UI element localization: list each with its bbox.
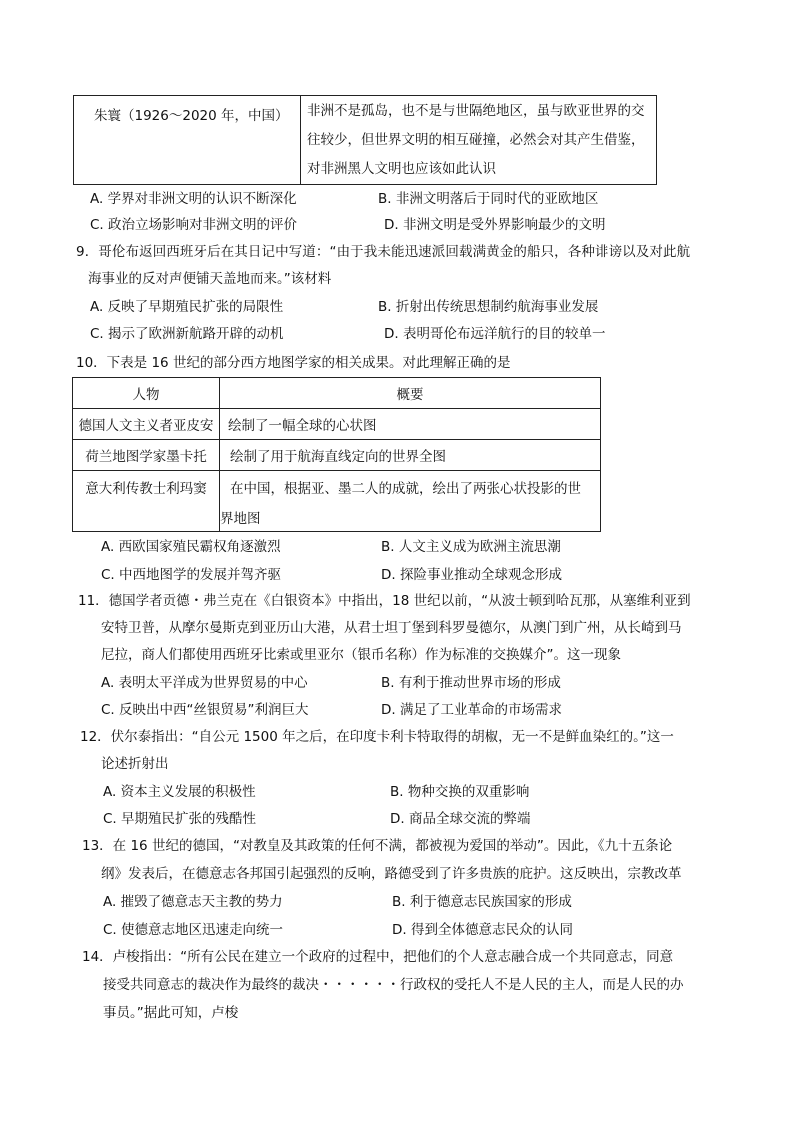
top-table-quote-cell <box>301 96 657 185</box>
question-13-line: 13．在 16 世纪的德国，“对教皇及其政策的任何不满，都被视为爱国的举动”。因此，《九十五条论 <box>82 838 673 854</box>
cartographers-table <box>72 377 601 532</box>
option-9d: D. 表明哥伦布远洋航行的目的较单一 <box>384 326 606 342</box>
option-12d: D. 商品全球交流的弊端 <box>390 811 531 827</box>
option-10c: C. 中西地图学的发展并驾齐驱 <box>101 567 282 583</box>
option-10a: A. 西欧国家殖民霸权角逐激烈 <box>101 539 281 555</box>
question-14-line: 事员。”据此可知，卢梭 <box>103 1005 239 1021</box>
question-9-line: 9．哥伦布返回西班牙后在其日记中写道：“由于我未能迅速派回载满黄金的船只，各种诽谤以及对此航 <box>76 244 691 260</box>
question-14-line: 14．卢梭指出：“所有公民在建立一个政府的过程中，把他们的个人意志融合成一个共同意志，同意 <box>82 949 674 965</box>
question-11-line: 11．德国学者贡德・弗兰克在《白银资本》中指出，18 世纪以前，“从波士顿到哈瓦那，从塞维利亚到 <box>78 593 691 609</box>
option-8c: C. 政治立场影响对非洲文明的评价 <box>90 217 298 233</box>
option-12b: B. 物种交换的双重影响 <box>390 784 530 800</box>
option-9b: B. 折射出传统思想制约航海事业发展 <box>378 299 599 315</box>
question-9-line: 海事业的反对声便铺天盖地而来。”该材料 <box>88 271 332 287</box>
top-table-quote-line: 非洲不是孤岛，也不是与世隔绝地区，虽与欧亚世界的交 <box>307 102 645 119</box>
option-8a: A. 学界对非洲文明的认识不断深化 <box>90 191 297 207</box>
table-cell-person: 德国人文主义者亚皮安 <box>73 409 220 440</box>
option-12a: A. 资本主义发展的积极性 <box>103 784 256 800</box>
table-header-cell <box>73 378 220 409</box>
option-13c: C. 使德意志地区迅速走向统一 <box>103 922 284 938</box>
table-row <box>73 409 601 440</box>
top-quote-table <box>73 95 657 185</box>
table-cell-summary: 绘制了用于航海直线定向的世界全图 <box>220 440 601 471</box>
table-row <box>73 440 601 471</box>
table-cell-summary: 在中国，根据亚、墨二人的成就，绘出了两张心状投影的世 界地图 <box>220 471 601 532</box>
option-10b: B. 人文主义成为欧洲主流思潮 <box>381 539 561 555</box>
table-cell-summary: 绘制了一幅全球的心状图 <box>220 409 601 440</box>
top-table-author: 朱寰（1926～2020 年，中国） <box>94 108 289 124</box>
table-cell-person: 意大利传教士利玛窦 <box>73 471 220 532</box>
option-9a: A. 反映了早期殖民扩张的局限性 <box>90 299 284 315</box>
table-row <box>73 471 601 532</box>
option-9c: C. 揭示了欧洲新航路开辟的动机 <box>90 326 284 342</box>
top-table-quote-line: 对非洲黑人文明也应该如此认识 <box>307 160 496 177</box>
option-13b: B. 利于德意志民族国家的形成 <box>392 894 572 910</box>
option-11d: D. 满足了工业革命的市场需求 <box>381 702 562 718</box>
top-table-author-cell <box>74 96 301 185</box>
question-12-line: 论述折射出 <box>101 756 169 772</box>
table-cell-person: 荷兰地图学家墨卡托 <box>73 440 220 471</box>
question-11-line: 安特卫普，从摩尔曼斯克到亚历山大港，从君士坦丁堡到科罗曼德尔，从澳门到广州，从长崎到马 <box>101 620 682 636</box>
question-13-line: 纲》发表后，在德意志各邦国引起强烈的反响，路德受到了许多贵族的庇护。这反映出，宗教改革 <box>101 866 682 882</box>
question-14-line: 接受共同意志的裁决作为最终的裁决・・・・・・行政权的受托人不是人民的主人，而是人民的办 <box>103 977 684 993</box>
option-13d: D. 得到全体德意志民众的认同 <box>392 922 573 938</box>
option-11a: A. 表明太平洋成为世界贸易的中心 <box>101 675 308 691</box>
option-8d: D. 非洲文明是受外界影响最少的文明 <box>384 217 606 233</box>
table-header-person: 人物 <box>132 387 160 403</box>
top-table-quote-line: 往较少，但世界文明的相互碰撞，必然会对其产生借鉴， <box>307 131 645 148</box>
option-10d: D. 探险事业推动全球观念形成 <box>381 567 562 583</box>
question-11-line: 尼拉，商人们都使用西班牙比索或里亚尔（银币名称）作为标准的交换媒介”。这一现象 <box>101 647 621 663</box>
table-header-summary: 概要 <box>396 387 424 403</box>
question-12-line: 12．伏尔泰指出：“自公元 1500 年之后，在印度卡利卡特取得的胡椒，无一不是鲜血染红的。”这一 <box>80 729 674 745</box>
option-13a: A. 摧毁了德意志天主教的势力 <box>103 894 283 910</box>
table-header-row <box>73 378 601 409</box>
option-8b: B. 非洲文明落后于同时代的亚欧地区 <box>378 191 599 207</box>
table-header-cell <box>220 378 601 409</box>
question-10-line: 10．下表是 16 世纪的部分西方地图学家的相关成果。对此理解正确的是 <box>76 355 511 371</box>
option-11b: B. 有利于推动世界市场的形成 <box>381 675 561 691</box>
option-12c: C. 早期殖民扩张的残酷性 <box>103 811 257 827</box>
option-11c: C. 反映出中西“丝银贸易”利润巨大 <box>101 702 309 718</box>
